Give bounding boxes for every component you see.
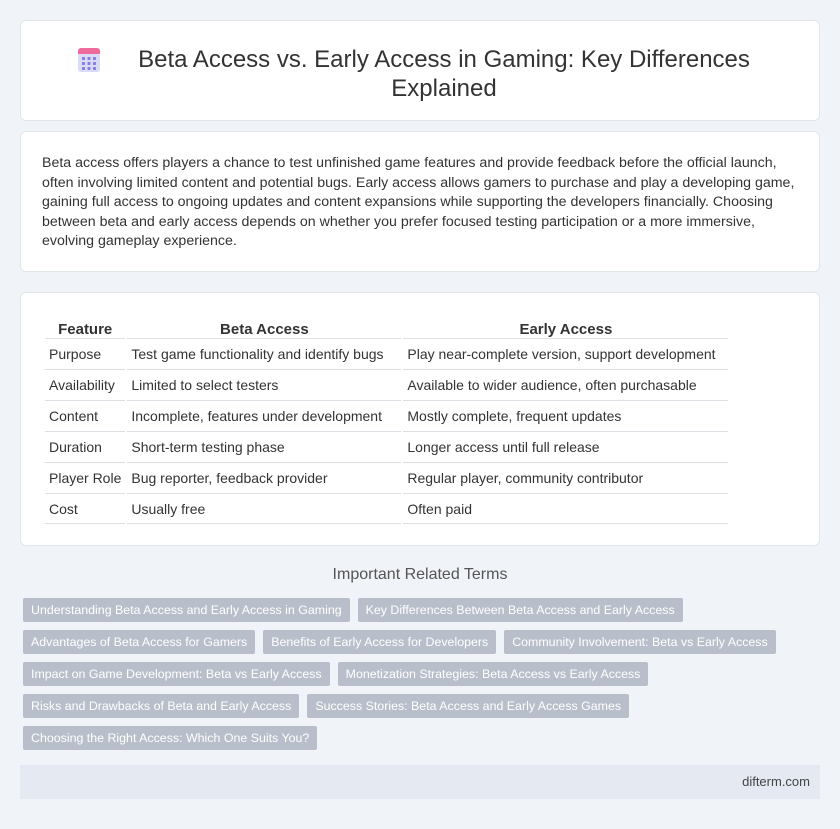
cell-early: Available to wider audience, often purchasable	[403, 369, 728, 400]
cell-feature: Player Role	[45, 462, 125, 493]
footer-site-name[interactable]: difterm.com	[742, 774, 810, 789]
intro-paragraph: Beta access offers players a chance to test unfinished game features and provide feedback before the official launch, often involving limited content and potential bugs. Early access allows gamers to purchase and play a developing game, gaining full access to ongoing updates and content expansions while supporting the developers financially. Choosing between beta and early access depends on whether you prefer focused testing participation or a more immersive, evolving gameplay experience.	[42, 155, 795, 250]
related-term-tag[interactable]: Advantages of Beta Access for Gamers	[23, 630, 255, 654]
cell-feature: Content	[45, 400, 125, 431]
table-row	[45, 493, 728, 524]
table-row	[45, 462, 728, 493]
intro-card	[20, 131, 820, 272]
comparison-table-card	[20, 292, 820, 546]
related-term-tag[interactable]: Risks and Drawbacks of Beta and Early Access	[23, 694, 299, 718]
header-feature: Feature	[58, 321, 113, 338]
related-term-tag[interactable]: Impact on Game Development: Beta vs Early Access	[23, 662, 330, 686]
related-term-tag[interactable]: Success Stories: Beta Access and Early Access Games	[307, 694, 629, 718]
cell-feature: Duration	[45, 431, 125, 462]
page-title: Beta Access vs. Early Access in Gaming: Key Differences Explained	[138, 46, 750, 102]
cell-early: Longer access until full release	[403, 431, 728, 462]
cell-early: Mostly complete, frequent updates	[403, 400, 728, 431]
cell-early: Often paid	[403, 493, 728, 524]
header-card	[20, 20, 820, 121]
header-early-access: Early Access	[519, 321, 613, 338]
related-term-tag[interactable]: Community Involvement: Beta vs Early Access	[504, 630, 775, 654]
cell-early: Play near-complete version, support development	[403, 338, 728, 369]
related-term-tag[interactable]: Understanding Beta Access and Early Access in Gaming	[23, 598, 350, 622]
header-beta-access: Beta Access	[220, 321, 309, 338]
cell-feature: Cost	[45, 493, 125, 524]
cell-beta: Usually free	[127, 493, 401, 524]
related-terms-title: Important Related Terms	[332, 566, 508, 583]
related-terms-list	[23, 598, 803, 750]
footer	[20, 765, 820, 799]
cell-feature: Purpose	[45, 338, 125, 369]
table-row	[45, 400, 728, 431]
table-header-row	[45, 315, 728, 338]
table-row	[45, 338, 728, 369]
table-row	[45, 369, 728, 400]
related-term-tag[interactable]: Monetization Strategies: Beta Access vs Early Access	[338, 662, 649, 686]
cell-beta: Bug reporter, feedback provider	[127, 462, 401, 493]
cell-beta: Test game functionality and identify bugs	[127, 338, 401, 369]
table-row	[45, 431, 728, 462]
comparison-table	[43, 315, 730, 524]
cell-beta: Incomplete, features under development	[127, 400, 401, 431]
cell-beta: Short-term testing phase	[127, 431, 401, 462]
cell-beta: Limited to select testers	[127, 369, 401, 400]
related-term-tag[interactable]: Key Differences Between Beta Access and Early Access	[358, 598, 683, 622]
related-term-tag[interactable]: Choosing the Right Access: Which One Suits You?	[23, 726, 317, 750]
calculator-icon	[76, 47, 102, 73]
cell-feature: Availability	[45, 369, 125, 400]
cell-early: Regular player, community contributor	[403, 462, 728, 493]
related-term-tag[interactable]: Benefits of Early Access for Developers	[263, 630, 496, 654]
